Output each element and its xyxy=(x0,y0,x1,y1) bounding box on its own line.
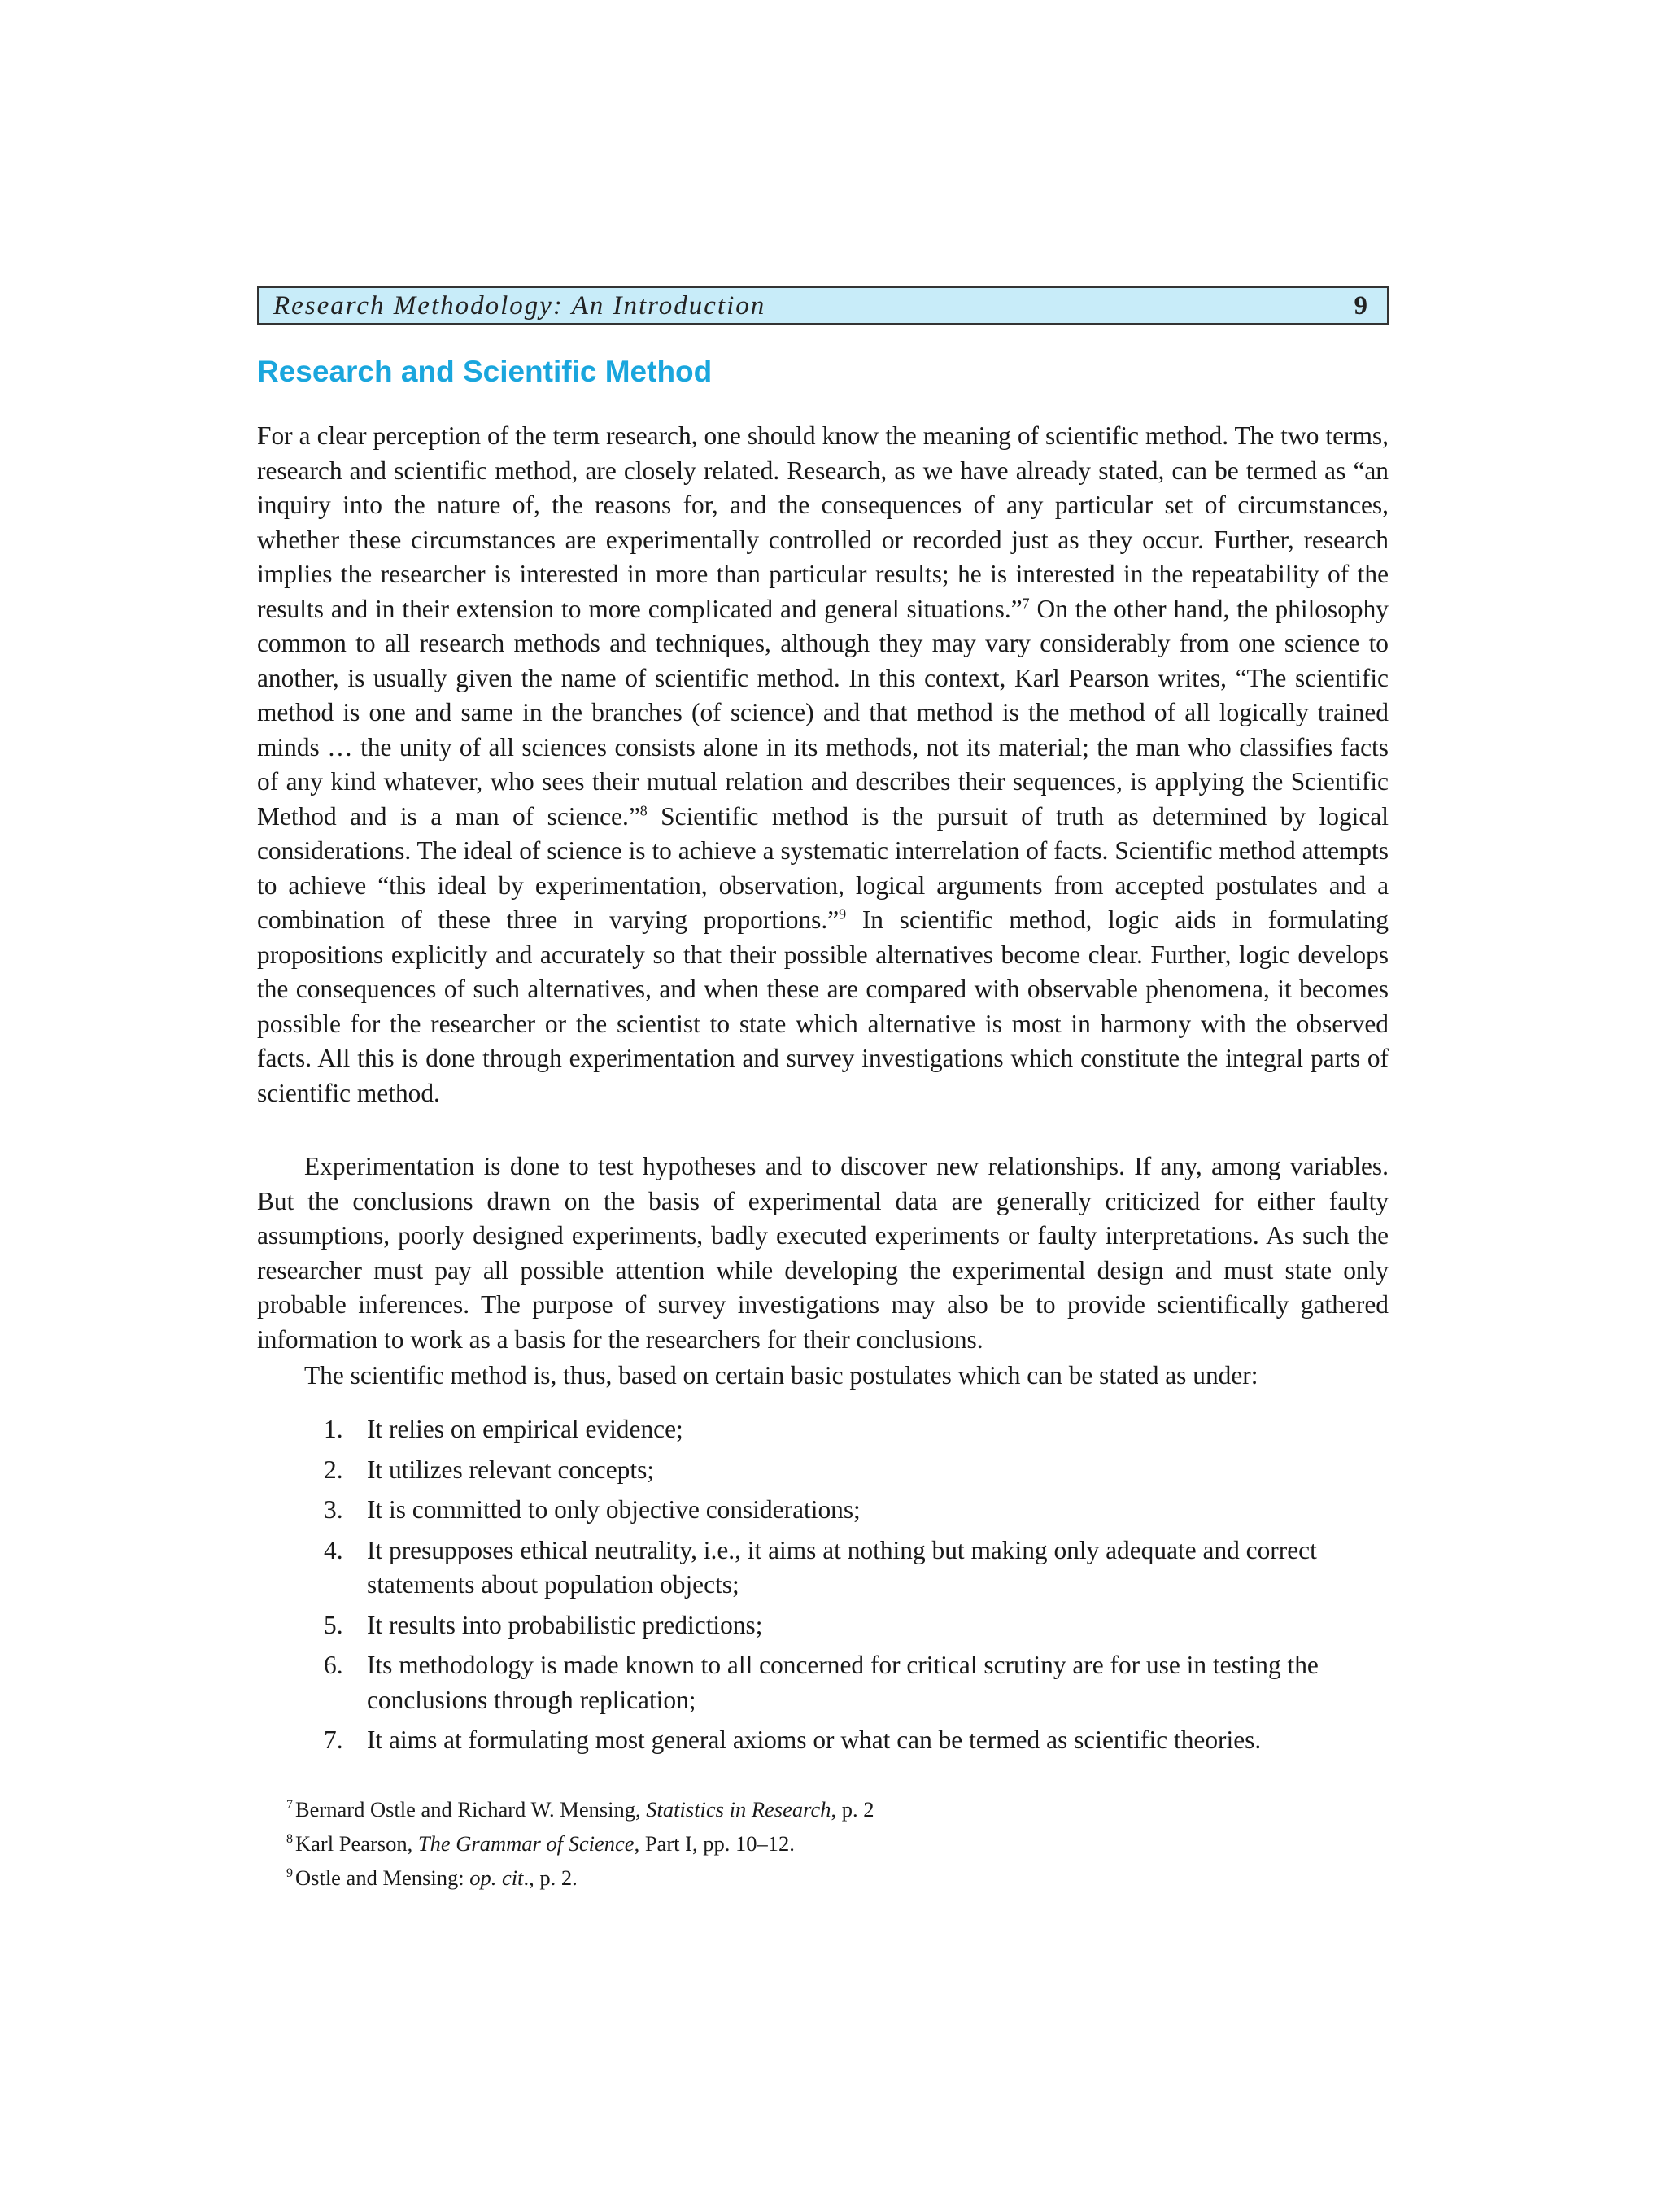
list-item-text: Its methodology is made known to all concerned for critical scrutiny are for use in testing the conclusions through replication; xyxy=(367,1651,1319,1714)
footnote-title: The Grammar of Science xyxy=(417,1831,635,1856)
list-item xyxy=(324,1608,1389,1643)
footnote-text: Bernard Ostle and Richard W. Mensing, xyxy=(295,1797,647,1822)
list-item-number: 6. xyxy=(324,1651,343,1679)
footnotes xyxy=(286,1792,1389,1895)
paragraph-intro xyxy=(257,419,1389,1110)
footnote-title: op. cit xyxy=(469,1865,524,1890)
list-item-number: 2. xyxy=(324,1455,343,1484)
list-item xyxy=(324,1648,1389,1717)
list-item-text: It aims at formulating most general axioms or what can be termed as scientific theories. xyxy=(367,1726,1262,1754)
footnote-text-end: , p. 2 xyxy=(831,1797,874,1822)
list-item-text: It utilizes relevant concepts; xyxy=(367,1455,655,1484)
footnote-text: Karl Pearson, xyxy=(295,1831,418,1856)
footnote-ref-7: 7 xyxy=(1022,595,1030,612)
postulates-list xyxy=(324,1412,1389,1764)
footnote-ref-9: 9 xyxy=(839,905,847,923)
footnote-title: Statistics in Research xyxy=(646,1797,831,1822)
section-heading: Research and Scientific Method xyxy=(257,355,713,388)
footnote-8 xyxy=(286,1826,1389,1861)
footnote-text-end: ., p. 2. xyxy=(523,1865,578,1890)
list-item-text: It relies on empirical evidence; xyxy=(367,1415,683,1443)
list-item xyxy=(324,1453,1389,1488)
list-item-text: It presupposes ethical neutrality, i.e., it aims at nothing but making only adequate and correct statements about population objects; xyxy=(367,1535,1317,1599)
footnote-ref-8: 8 xyxy=(639,802,648,819)
paragraph-intro-part-b: On the other hand, the philosophy common to all research methods and techniques, although they may vary considerably from one science to another, is usually given the name of scientific method. In this context, Karl Pearson writes, “The scientific method is one and same in the branches (of science) and that method is the method of all logically trained minds … the unity of all sciences consists alone in its methods, not its material; the man who classifies facts of any kind whatever, who sees their mutual relation and describes their sequences, is applying the Scientific Method and is a man of science.” xyxy=(257,594,1389,831)
paragraph-intro-part-c: Scientific method is the pursuit of truth as determined by logical considerations. The ideal of science is to achieve a systematic interrelation of facts. Scientific method attempts to achieve “this ideal by experimentation, observation, logical arguments from accepted postulates and a combination of these three in varying proportions.” xyxy=(257,801,1389,934)
list-item-text: It is committed to only objective considerations; xyxy=(367,1495,861,1524)
list-item-number: 1. xyxy=(324,1415,343,1443)
footnote-text: Ostle and Mensing: xyxy=(295,1865,470,1890)
paragraph-intro-part-d: In scientific method, logic aids in formulating propositions explicitly and accurately so that their possible alternatives become clear. Further, logic develops the consequences of such alternatives, and when these are compared with observable phenomena, it becomes possible for the researcher or the scientist to state which alternative is most in harmony with the observed facts. All this is done through experimentation and survey investigations which constitute the integral parts of scientific method. xyxy=(257,905,1389,1107)
list-item-number: 4. xyxy=(324,1535,343,1564)
list-item xyxy=(324,1534,1389,1603)
list-item-number: 7. xyxy=(324,1726,343,1754)
running-header xyxy=(257,286,1389,325)
footnote-marker: 8 xyxy=(286,1832,293,1847)
paragraph-postulates-intro: The scientific method is, thus, based on certain basic postulates which can be stated as under: xyxy=(304,1361,1258,1390)
list-item-number: 3. xyxy=(324,1495,343,1524)
footnote-9 xyxy=(286,1861,1389,1895)
footnote-7 xyxy=(286,1792,1389,1826)
list-item xyxy=(324,1412,1389,1447)
paragraph-intro-part-a: For a clear perception of the term research, one should know the meaning of scientific method. The two terms, research and scientific method, are closely related. Research, as we have already stated, can be termed as “an inquiry into the nature of, the reasons for, and the consequences of any particular set of circumstances, whether these circumstances are experimentally controlled or recorded just as they occur. Further, research implies the researcher is interested in more than particular results; he is interested in the repeatability of the results and in their extension to more complicated and general situations.” xyxy=(257,421,1389,623)
footnote-marker: 7 xyxy=(286,1798,293,1813)
paragraph-experimentation: Experimentation is done to test hypotheses and to discover new relationships. If any, among variables. But the conclusions drawn on the basis of experimental data are generally criticized for either faulty assumptions, poorly designed experiments, badly executed experiments or faulty interpretations. As such the researcher must pay all possible attention while developing the experimental design and must state only probable inferences. The purpose of survey investigations may also be to provide scientifically gathered information to work as a basis for the researchers for their conclusions. xyxy=(257,1152,1389,1354)
footnote-marker: 9 xyxy=(286,1866,293,1881)
footnote-text-end: , Part I, pp. 10–12. xyxy=(634,1831,795,1856)
running-header-title: Research Methodology: An Introduction xyxy=(273,291,766,321)
list-item-text: It results into probabilistic predictions; xyxy=(367,1610,763,1639)
page-number: 9 xyxy=(1354,291,1367,321)
list-item-number: 5. xyxy=(324,1610,343,1639)
list-item xyxy=(324,1723,1389,1758)
list-item xyxy=(324,1493,1389,1528)
